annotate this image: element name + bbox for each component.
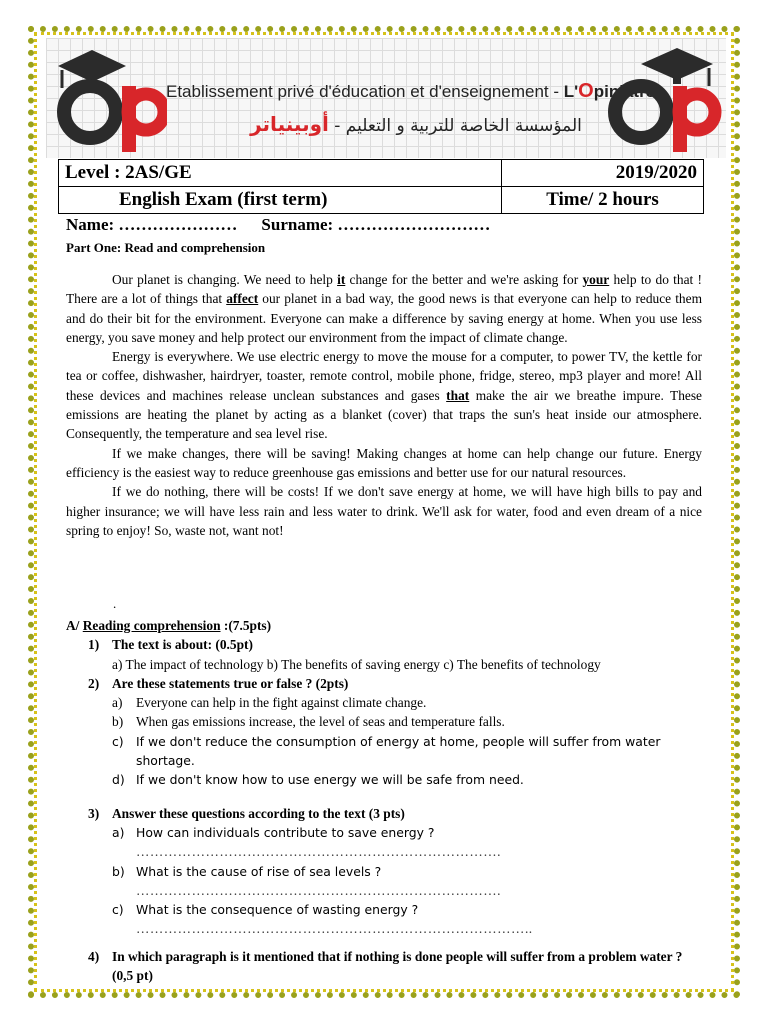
stray-dot: .	[113, 596, 117, 611]
brand-rest: piniâtre	[593, 82, 656, 101]
heading-prefix: A/	[66, 618, 83, 633]
school-logo-left	[52, 42, 167, 154]
underlined-word-your: your	[582, 272, 610, 287]
item-text: What is the consequence of wasting energy ?	[136, 902, 419, 918]
item-letter: c)	[112, 902, 124, 918]
item-letter: b)	[112, 714, 124, 730]
item-text: How can individuals contribute to save energy ?	[136, 824, 435, 840]
section-heading	[66, 616, 706, 635]
statement-c	[66, 732, 706, 771]
time-cell: Time/ 2 hours	[501, 187, 703, 214]
spacer	[66, 939, 706, 947]
question-text: Are these statements true or false ? (2pts)	[112, 675, 349, 691]
heading-points: :(7.5pts)	[220, 618, 272, 633]
arabic-brand: أوبينياتر	[250, 112, 329, 136]
question-4	[66, 947, 706, 986]
item-letter: b)	[112, 863, 125, 879]
p2-text-a: Energy is everywhere. We use electric energy to move the mouse for a computer, to power TV, the kettle for tea or coffee, dishwasher, hairdryer, toaster, remote control, mobile phone, fridge, stereo, mp3 player and more! All these devices and machines release unclean substances and gases	[66, 349, 702, 403]
underlined-word-affect: affect	[226, 291, 259, 307]
exam-title-cell: English Exam (first term)	[59, 187, 502, 214]
item-text: If we don't know how to use energy we will be safe from need.	[136, 772, 524, 788]
item-text: If we don't reduce the consumption of energy at home, people will suffer from water shortage.	[136, 733, 661, 769]
question-number: 2)	[88, 675, 100, 691]
question-text: In which paragraph is it mentioned that if nothing is done people will suffer from a problem water ? (0,5 pt)	[112, 948, 683, 984]
question-text: The text is about: (0.5pt)	[112, 637, 253, 653]
arabic-line-text: المؤسسة الخاصة للتربية و التعليم -	[328, 116, 582, 136]
part-one-title: Part One: Read and comprehension	[66, 240, 266, 255]
p1-text-c: help to do that ! There are a lot of things that	[66, 272, 702, 307]
question-1	[66, 635, 706, 654]
statement-a	[66, 693, 706, 712]
brand-op: O	[578, 80, 594, 102]
surname-field[interactable]: Surname: ………………………	[261, 215, 491, 234]
name-surname-line	[66, 215, 490, 235]
answer-line-3b[interactable]: …………………………………………………………………….	[136, 882, 502, 898]
p2-text-b: make the air we breathe impure. These emissions are heating the planet by acting as a blanket (cover) that traps the sun's heat inside our atmosphere. Consequently, the temperature and sea level rise.	[66, 387, 702, 442]
reading-comprehension-section	[66, 616, 706, 985]
brand-prefix: L'	[563, 82, 579, 101]
spacer	[66, 790, 706, 804]
question-number: 4)	[88, 948, 100, 964]
item-letter: a)	[112, 695, 123, 711]
statement-b	[66, 712, 706, 731]
exam-info-table	[58, 159, 704, 214]
school-logo-right	[607, 42, 722, 154]
level-cell: Level : 2AS/GE	[59, 160, 502, 187]
heading-underlined: Reading comprehension	[82, 618, 221, 633]
answer-line-3a[interactable]: …………………………………………………………………….	[136, 844, 502, 860]
p1-text-b: change for the better and we're asking for	[345, 272, 583, 287]
answer-line-3c[interactable]: …………………………………………………………………………..	[136, 921, 533, 937]
question-number: 1)	[88, 637, 100, 653]
question-2	[66, 674, 706, 693]
item-text: Everyone can help in the fight against climate change.	[136, 695, 427, 711]
item-letter: a)	[112, 824, 125, 840]
statement-d	[66, 770, 706, 789]
item-letter: d)	[112, 772, 125, 788]
question-3c	[66, 900, 706, 919]
french-line-text: Etablissement privé d'éducation et d'enseignement -	[166, 82, 564, 101]
p1-text-a: Our planet is changing. We need to help	[112, 272, 338, 287]
underlined-word-it: it	[337, 272, 346, 287]
passage-paragraph-1	[66, 270, 702, 347]
question-3	[66, 804, 706, 823]
question-text: Answer these questions according to the text (3 pts)	[112, 805, 405, 821]
name-field[interactable]: Name: …………………	[66, 215, 238, 234]
question-3a	[66, 823, 706, 842]
item-letter: c)	[112, 733, 124, 749]
passage-paragraph-4: If we do nothing, there will be costs! If we don't save energy at home, we will have high bills to pay and higher insurance; we will have less rain and less water to drink. We'll ask for water, food and even dream of a nice spring to enjoy! So, waste not, want not!	[66, 484, 702, 538]
question-1-options: a) The impact of technology b) The benefits of saving energy c) The benefits of technology	[112, 656, 601, 672]
school-name-arabic	[206, 112, 626, 136]
year-cell: 2019/2020	[501, 160, 703, 187]
school-name-french	[166, 80, 656, 103]
question-number: 3)	[88, 805, 100, 821]
passage-paragraph-3: If we make changes, there will be saving! Making changes at home can help change our future. Energy efficiency is the easiest way to reduce greenhouse gas emissions and better use for our natural resources.	[66, 445, 702, 480]
school-header-banner	[46, 38, 726, 158]
item-text: When gas emissions increase, the level of seas and temperature falls.	[136, 714, 505, 730]
question-3b	[66, 862, 706, 881]
p1-text-d: our planet in a bad way, the good news is that everyone can help to reduce them and do their bit for the environment. Everyone can make a difference by saving energy at home. When you use less energy, you save money and help protect our environment from the impact of climate change.	[66, 291, 702, 345]
passage-paragraph-2	[66, 347, 702, 443]
item-text: What is the cause of rise of sea levels ?	[136, 863, 382, 879]
reading-passage	[66, 270, 702, 540]
underlined-word-that: that	[446, 387, 470, 403]
